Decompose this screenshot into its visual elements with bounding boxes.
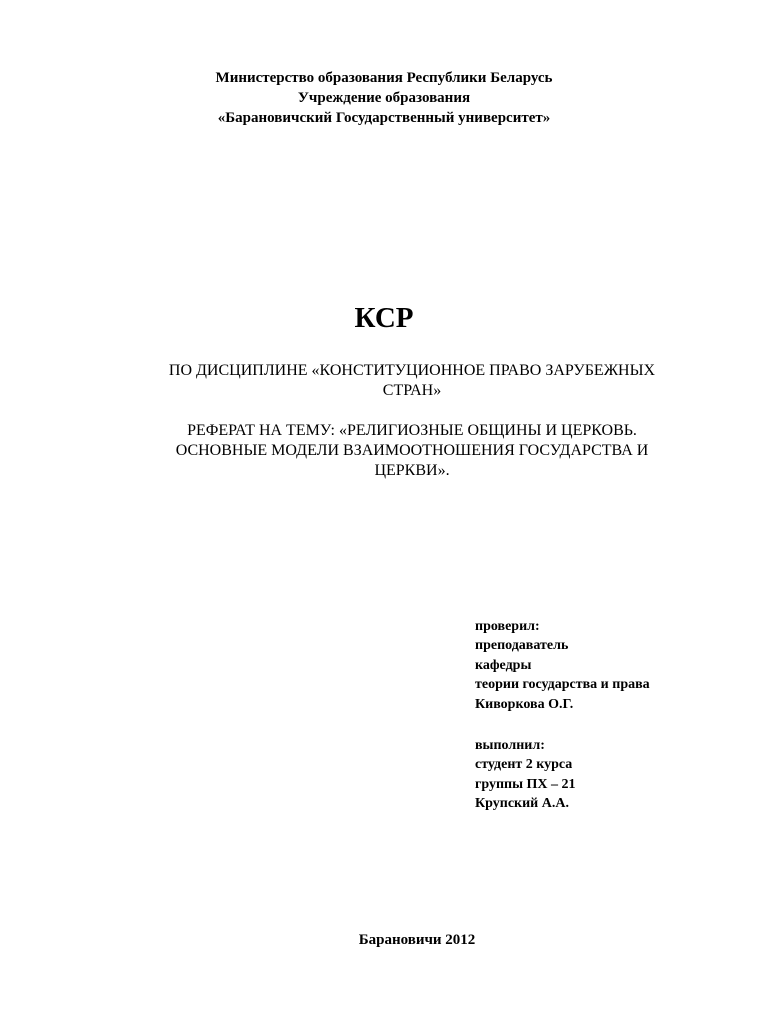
checked-by-department: кафедры — [475, 657, 532, 673]
done-by-label: выполнил: — [475, 738, 545, 753]
done-by-name: Крупский А.А. — [475, 796, 569, 812]
topic-line-2: ОСНОВНЫЕ МОДЕЛИ ВЗАИМООТНОШЕНИЯ ГОСУДАРСТВА И — [175, 442, 649, 459]
done-by-course: студент 2 курса — [475, 757, 573, 773]
checked-by-label: проверил: — [475, 619, 540, 634]
done-by-block — [475, 736, 576, 814]
discipline-line-1: ПО ДИСЦИПЛИНЕ «КОНСТИТУЦИОННОЕ ПРАВО ЗАРУБЕЖНЫХ — [168, 362, 656, 379]
checked-by-name: Киворкова О.Г. — [475, 696, 574, 712]
checked-by-position: преподаватель — [475, 638, 569, 654]
checked-by-department-name: теории государства и права — [475, 677, 650, 693]
discipline-block — [120, 361, 704, 401]
university-name-line: «Барановичский Государственный университет» — [217, 110, 551, 126]
institution-type-line: Учреждение образования — [297, 90, 471, 106]
ministry-line: Министерство образования Республики Беларусь — [215, 70, 553, 86]
document-title: КСР — [354, 302, 414, 334]
institution-header — [0, 68, 768, 128]
done-by-group: группы ПХ – 21 — [475, 776, 576, 792]
topic-line-3: ЦЕРКВИ». — [374, 462, 450, 479]
discipline-line-2: СТРАН» — [382, 382, 442, 399]
topic-line-1: РЕФЕРАТ НА ТЕМУ: «РЕЛИГИОЗНЫЕ ОБЩИНЫ И ЦЕРКОВЬ. — [187, 422, 637, 439]
topic-block — [120, 421, 704, 481]
checked-by-block — [475, 617, 650, 714]
city-year-footer: Барановичи 2012 — [358, 932, 476, 948]
